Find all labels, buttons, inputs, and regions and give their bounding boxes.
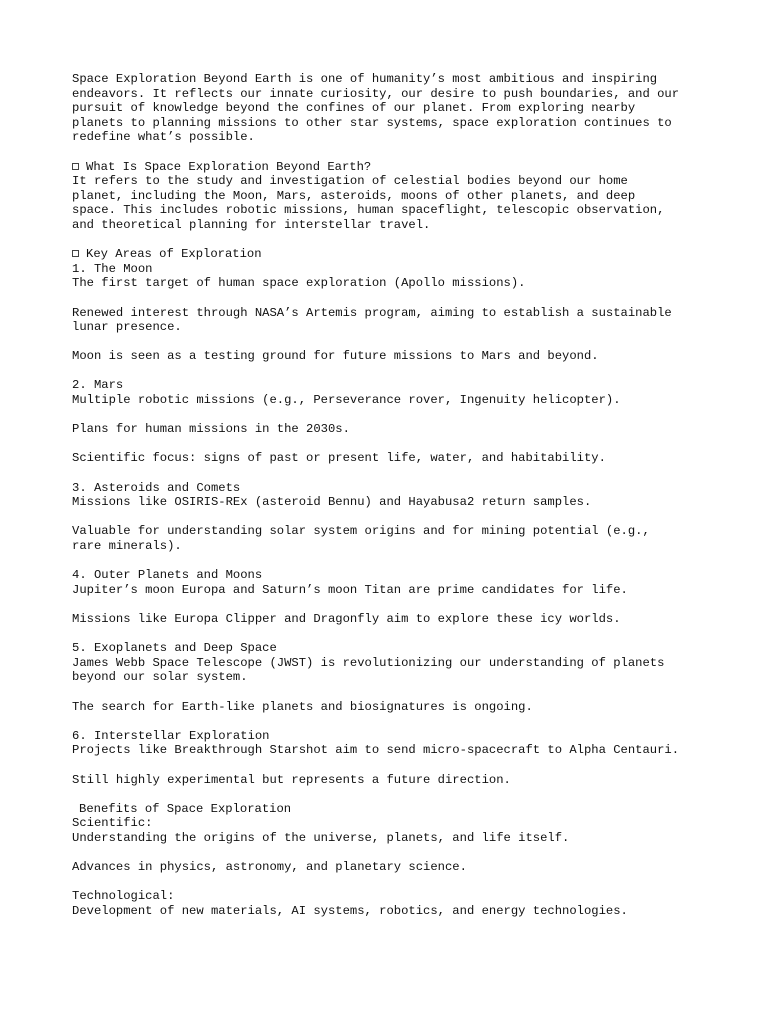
benefits-list (72, 816, 712, 918)
area-paragraph-line: rare minerals). (72, 539, 182, 553)
key-heading-line (72, 247, 712, 262)
benefit-title: Technological: (72, 889, 175, 904)
what-body-line: planet, including the Moon, Mars, asteroids, moons of other planets, and deep (72, 188, 636, 203)
area-paragraph (72, 700, 712, 715)
what-body-line: and theoretical planning for interstellar travel. (72, 217, 431, 232)
area-paragraph (72, 349, 712, 364)
area-title: 6. Interstellar Exploration (72, 728, 270, 743)
area-paragraph (72, 306, 712, 335)
area-title: 5. Exoplanets and Deep Space (72, 641, 277, 656)
area-paragraph (72, 451, 712, 466)
benefit-paragraph (72, 831, 712, 846)
benefits-section (72, 802, 712, 919)
what-heading: What Is Space Exploration Beyond Earth? (86, 159, 372, 174)
area-paragraph-line: Still highly experimental but represents a future direction. (72, 772, 511, 787)
area-paragraph-line: Valuable for understanding solar system origins and for mining potential (e.g., (72, 524, 650, 539)
area-paragraph-line: Multiple robotic missions (e.g., Perseverance rover, Ingenuity helicopter). (72, 393, 621, 408)
area-paragraph (72, 524, 712, 553)
bullet-box-icon (72, 163, 79, 170)
area-paragraph-line: Scientific focus: signs of past or present life, water, and habitability. (72, 451, 606, 466)
benefit-paragraph-line: Understanding the origins of the universe, planets, and life itself. (72, 830, 570, 845)
area-title: 4. Outer Planets and Moons (72, 568, 263, 583)
intro-line: pursuit of knowledge beyond the confines of our planet. From exploring nearby (72, 101, 636, 116)
area-paragraph (72, 743, 712, 758)
bullet-box-icon (72, 250, 79, 257)
area-paragraph-line: Jupiter’s moon Europa and Saturn’s moon Titan are prime candidates for life. (72, 582, 628, 597)
intro-line: endeavors. It reflects our innate curiosity, our desire to push boundaries, and our (72, 86, 680, 101)
what-body-line: space. This includes robotic missions, human spaceflight, telescopic observation, (72, 203, 665, 218)
intro-paragraph (72, 72, 712, 145)
area-paragraph (72, 612, 712, 627)
area-paragraph-line: The search for Earth-like planets and biosignatures is ongoing. (72, 699, 533, 714)
benefit-paragraph-line: Advances in physics, astronomy, and planetary science. (72, 860, 467, 875)
area-paragraph-line: Projects like Breakthrough Starshot aim to send micro-spacecraft to Alpha Centauri. (72, 743, 680, 758)
area-paragraph (72, 773, 712, 788)
area-paragraph (72, 495, 712, 510)
area-paragraph (72, 656, 712, 685)
what-section (72, 160, 712, 233)
area-title: 1. The Moon (72, 261, 153, 276)
what-heading-line (72, 160, 712, 175)
area-paragraph-line: James Webb Space Telescope (JWST) is revolutionizing our understanding of planets (72, 655, 665, 670)
what-body-line: It refers to the study and investigation of celestial bodies beyond our home (72, 174, 628, 189)
benefit-paragraph-line: Development of new materials, AI systems, robotics, and energy technologies. (72, 903, 628, 918)
area-paragraph (72, 393, 712, 408)
key-heading: Key Areas of Exploration (86, 247, 262, 262)
document-page (72, 72, 712, 933)
intro-line: Space Exploration Beyond Earth is one of humanity’s most ambitious and inspiring (72, 72, 658, 86)
benefit-paragraph (72, 860, 712, 875)
benefit-title: Scientific: (72, 816, 153, 831)
area-paragraph-line: Moon is seen as a testing ground for future missions to Mars and beyond. (72, 349, 599, 364)
area-paragraph-line: beyond our solar system. (72, 670, 248, 685)
area-paragraph-line: The first target of human space exploration (Apollo missions). (72, 276, 526, 291)
intro-line: redefine what’s possible. (72, 130, 255, 145)
area-paragraph-line: Plans for human missions in the 2030s. (72, 422, 350, 437)
area-paragraph (72, 276, 712, 291)
benefit-paragraph (72, 904, 712, 919)
area-paragraph-line: Missions like Europa Clipper and Dragonfly aim to explore these icy worlds. (72, 611, 621, 626)
area-paragraph-line: Missions like OSIRIS-REx (asteroid Bennu) and Hayabusa2 return samples. (72, 495, 592, 510)
benefits-heading-line (72, 802, 712, 817)
area-title: 2. Mars (72, 378, 124, 393)
area-paragraph (72, 422, 712, 437)
area-paragraph-line: lunar presence. (72, 320, 182, 335)
area-title: 3. Asteroids and Comets (72, 480, 241, 495)
area-paragraph-line: Renewed interest through NASA’s Artemis program, aiming to establish a sustainable (72, 305, 672, 320)
intro-line: planets to planning missions to other star systems, space exploration continues to (72, 115, 672, 130)
key-areas-section (72, 247, 712, 787)
areas-list (72, 262, 712, 787)
benefits-heading: Benefits of Space Exploration (79, 801, 292, 816)
area-paragraph (72, 583, 712, 598)
